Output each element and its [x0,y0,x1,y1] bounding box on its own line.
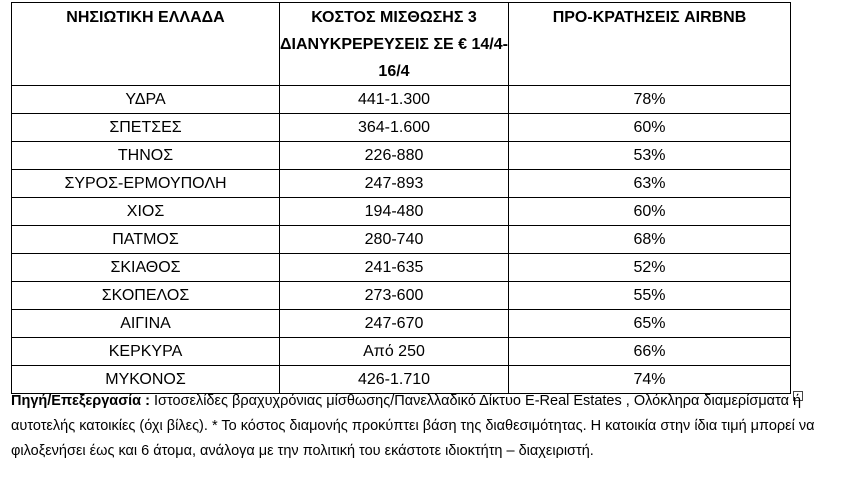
cost-cell: 247-893 [280,170,509,198]
table-row [12,86,791,114]
table-row [12,310,791,338]
prebooking-cell: 68% [509,226,791,254]
prebooking-cell: 60% [509,114,791,142]
island-cell: ΜΥΚΟΝΟΣ [12,366,280,394]
cost-cell: 226-880 [280,142,509,170]
header-airbnb-prebookings: ΠΡΟ-ΚΡΑΤΗΣΕΙΣ AIRBNB [509,3,791,86]
rental-cost-table [11,2,791,394]
table-header-row [12,3,791,86]
table-row [12,254,791,282]
cost-cell: 426-1.710 [280,366,509,394]
source-note-label: Πηγή/Επεξεργασία : [11,393,150,409]
island-cell: ΤΗΝΟΣ [12,142,280,170]
cost-cell: 364-1.600 [280,114,509,142]
cost-cell: Από 250 [280,338,509,366]
island-cell: ΣΠΕΤΣΕΣ [12,114,280,142]
prebooking-cell: 66% [509,338,791,366]
source-note-text: Ιστοσελίδες βραχυχρόνιας μίσθωσης/Πανελλαδικό Δίκτυο E-Real Estates , Ολόκληρα διαμερίσματα ή αυτοτελής κατοικίες (όχι βίλες). * Το κόστος διαμονής προκύπτει βάση της διαθεσιμότητας. Η κατοικία στην ίδια τιμή μπορεί να φιλοξενήσει έως και 6 άτομα, ανάλογα με την πολιτική του εκάστοτε ιδιοκτήτη – διαχειριστή. [11,393,815,459]
island-cell: ΚΕΡΚΥΡΑ [12,338,280,366]
cost-cell: 241-635 [280,254,509,282]
source-note [11,389,831,464]
prebooking-cell: 63% [509,170,791,198]
prebooking-cell: 53% [509,142,791,170]
prebooking-cell: 55% [509,282,791,310]
table-row [12,282,791,310]
header-rental-cost: ΚΟΣΤΟΣ ΜΙΣΘΩΣΗΣ 3 ΔΙΑΝΥΚΡΕΡΕΥΣΕΙΣ ΣΕ € 14/4-16/4 [280,3,509,86]
cost-cell: 441-1.300 [280,86,509,114]
header-island: ΝΗΣΙΩΤΙΚΗ ΕΛΛΑΔΑ [12,3,280,86]
prebooking-cell: 78% [509,86,791,114]
table-row [12,226,791,254]
prebooking-cell: 65% [509,310,791,338]
island-cell: ΥΔΡΑ [12,86,280,114]
island-cell: ΧΙΟΣ [12,198,280,226]
table-row [12,114,791,142]
prebooking-cell: 74% [509,366,791,394]
table-row [12,198,791,226]
cost-cell: 273-600 [280,282,509,310]
prebooking-cell: 52% [509,254,791,282]
cost-cell: 247-670 [280,310,509,338]
cost-cell: 280-740 [280,226,509,254]
island-cell: ΣΚΙΑΘΟΣ [12,254,280,282]
island-cell: ΠΑΤΜΟΣ [12,226,280,254]
island-cell: ΣΥΡΟΣ-ΕΡΜΟΥΠΟΛΗ [12,170,280,198]
prebooking-cell: 60% [509,198,791,226]
table-row [12,142,791,170]
island-cell: ΣΚΟΠΕΛΟΣ [12,282,280,310]
table-row [12,170,791,198]
cost-cell: 194-480 [280,198,509,226]
table-row [12,338,791,366]
island-cell: ΑΙΓΙΝΑ [12,310,280,338]
